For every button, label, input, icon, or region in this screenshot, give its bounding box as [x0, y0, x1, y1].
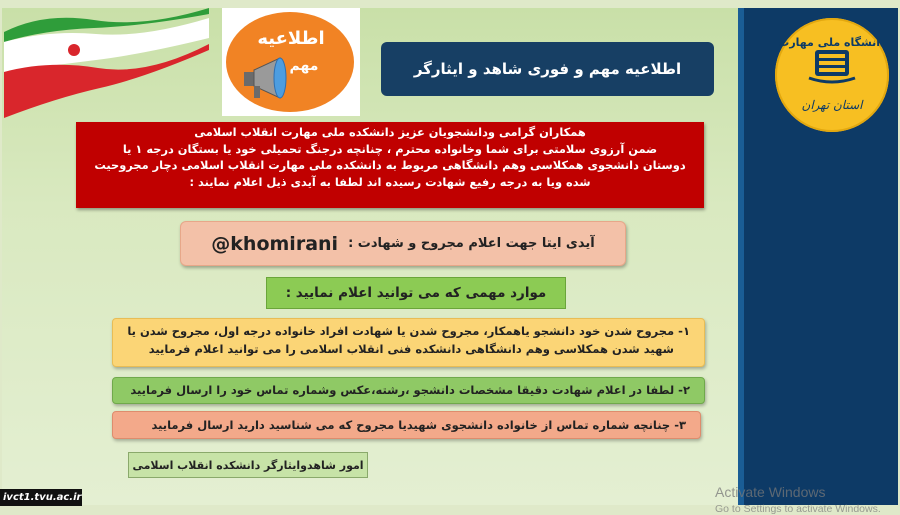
notice-box: [76, 122, 704, 208]
item-1-line-2: شهید شدن همکلاسی وهم دانشگاهی دانشکده فنی انقلاب اسلامی را می توانید اعلام فرمایید: [148, 342, 674, 356]
university-logo: [775, 18, 889, 132]
university-emblem-icon: [778, 32, 886, 88]
activate-windows-subtitle: Go to Settings to activate Windows.: [715, 503, 881, 515]
eita-handle[interactable]: @khomirani: [211, 232, 339, 255]
item-1-line-1: ۱- مجروح شدن خود دانشجو یاهمکار، مجروح شدن یا شهادت افراد خانواده درجه اول، مجروح شدن یا: [127, 324, 690, 338]
list-item-1: [112, 318, 705, 367]
list-item-3: ۳- چنانچه شماره تماس از خانواده دانشجوی شهیدیا مجروح که می شناسید دارید ارسال فرمایید: [112, 411, 701, 439]
department-label: امور شاهدوایثارگر دانشکده انقلاب اسلامی: [128, 452, 368, 478]
list-item-2: ۲- لطفا در اعلام شهادت دقیقا مشخصات دانشجو ،رشته،عکس وشماره تماس خود را ارسال فرمایید: [112, 377, 705, 404]
notice-line-4: شده ویا به درجه رفیع شهادت رسیده اند لطفا به آیدی ذیل اعلام نمایند :: [189, 174, 591, 189]
iran-flag-icon: [4, 8, 209, 118]
badge-subtitle: مهم: [289, 58, 319, 74]
notice-line-3: دوستان دانشجوی همکلاسی وهم دانشگاهی مربوط به دانشکده ملی مهارت انقلاب اسلامی دچار مجروحیت: [94, 158, 686, 172]
megaphone-icon: [240, 56, 300, 100]
activate-windows-title: Activate Windows: [715, 484, 826, 500]
notice-line-1: همکاران گرامی ودانشجویان عزیز دانشکده ملی مهارت انقلاب اسلامی: [194, 125, 586, 139]
notice-line-2: ضمن آرزوی سلامتی برای شما وخانواده محترم ، چنانچه درجنگ تحمیلی خود یا بستگان درجه ۱ یا: [122, 141, 658, 156]
items-header: موارد مهمی که می توانید اعلام نمایید :: [266, 277, 566, 309]
eita-label: آیدی ایتا جهت اعلام مجروح و شهادت :: [348, 236, 595, 251]
logo-province-text: استان تهران: [801, 98, 863, 112]
page-title: اطلاعیه مهم و فوری شاهد و ایثارگر: [381, 42, 714, 96]
eita-id-box: [180, 221, 626, 266]
band-strip: [738, 8, 744, 505]
announcement-badge: [222, 8, 360, 116]
site-url-badge[interactable]: ivct1.tvu.ac.ir: [0, 489, 82, 506]
logo-top-text: دانشگاه ملی مهارت: [778, 36, 886, 49]
badge-title: اطلاعیه: [257, 28, 325, 49]
